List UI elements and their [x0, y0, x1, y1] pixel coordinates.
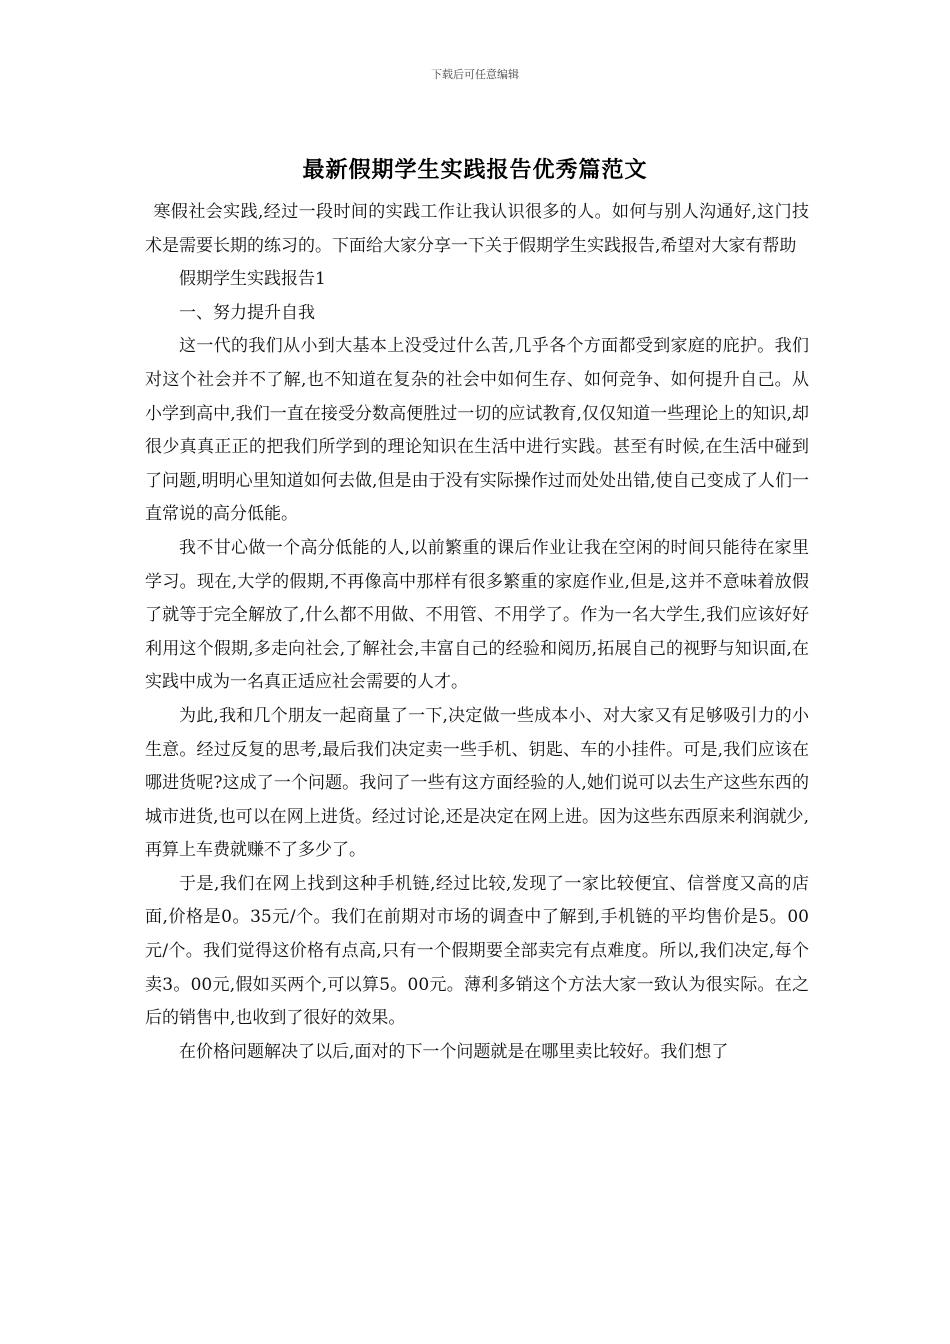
- body-paragraph: 我不甘心做一个高分低能的人,以前繁重的课后作业让我在空闲的时间只能待在家里学习。现在,大学的假期,不再像高中那样有很多繁重的家庭作业,但是,这并不意味着放假了就等于完全解放了,什么都不用做、不用管、不用学了。作为一名大学生,我们应该好好利用这个假期,多走向社会,了解社会,丰富自己的经验和阅历,拓展自己的视野与知识面,在实践中成为一名真正适应社会需要的人才。: [145, 537, 809, 693]
- section-heading: 假期学生实践报告1: [179, 269, 326, 290]
- document-title: 最新假期学生实践报告优秀篇范文: [302, 157, 648, 183]
- intro-paragraph: 寒假社会实践,经过一段时间的实践工作让我认识很多的人。如何与别人沟通好,这门技术是需要长期的练习的。下面给大家分享一下关于假期学生实践报告,希望对大家有帮助: [145, 202, 809, 256]
- body-paragraph: 在价格问题解决了以后,面对的下一个问题就是在哪里卖比较好。我们想了: [179, 1041, 729, 1062]
- body-paragraph: 这一代的我们从小到大基本上没受过什么苦,几乎各个方面都受到家庭的庇护。我们对这个社会并不了解,也不知道在复杂的社会中如何生存、如何竞争、如何提升自己。从小学到高中,我们一直在接受分数高便胜过一切的应试教育,仅仅知道一些理论上的知识,却很少真真正正的把我们所学到的理论知识在生活中进行实践。甚至有时候,在生活中碰到了问题,明明心里知道如何去做,但是由于没有实际操作过而处处出错,使自己变成了人们一直常说的高分低能。: [145, 336, 809, 525]
- document-body: [145, 196, 809, 1069]
- body-paragraph: 为此,我和几个朋友一起商量了一下,决定做一些成本小、对大家又有足够吸引力的小生意。经过反复的思考,最后我们决定卖一些手机、钥匙、车的小挂件。可是,我们应该在哪进货呢?这成了一个问题。我问了一些有这方面经验的人,她们说可以去生产这些东西的城市进货,也可以在网上进货。经过讨论,还是决定在网上进。因为这些东西原来利润就少,再算上车费就赚不了多少了。: [145, 705, 809, 861]
- subsection-heading: 一、努力提升自我: [179, 302, 315, 323]
- body-paragraph: 于是,我们在网上找到这种手机链,经过比较,发现了一家比较便宜、信誉度又高的店面,价格是0。35元/个。我们在前期对市场的调查中了解到,手机链的平均售价是5。00元/个。我们觉得这价格有点高,只有一个假期要全部卖完有点难度。所以,我们决定,每个卖3。00元,假如买两个,可以算5。00元。薄利多销这个方法大家一致认为很实际。在之后的销售中,也收到了很好的效果。: [145, 873, 809, 1029]
- header-note: 下载后可任意编辑: [431, 68, 519, 81]
